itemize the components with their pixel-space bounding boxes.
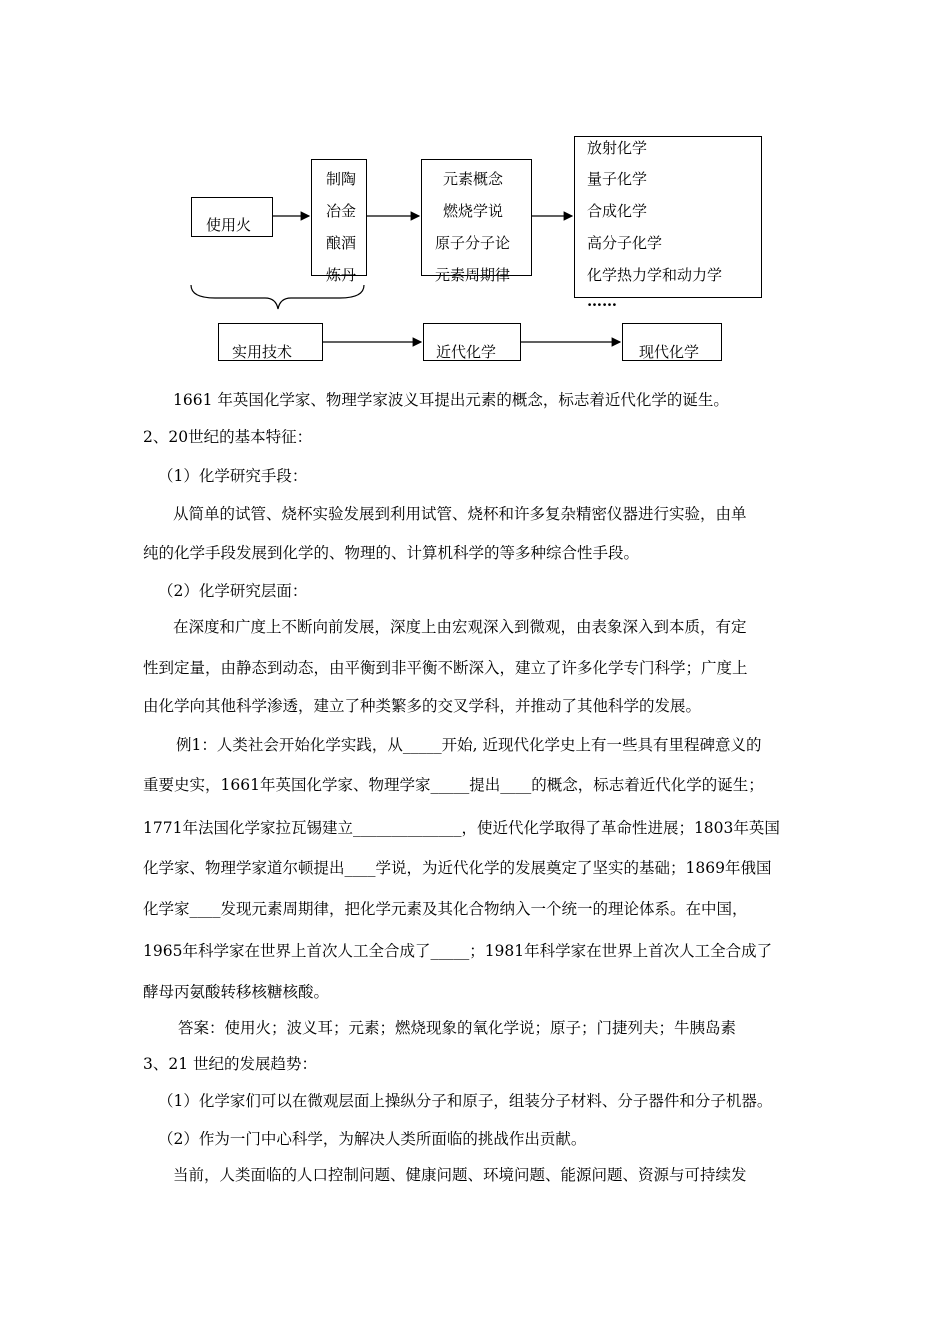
text-line: 在深度和广度上不断向前发展，深度上由宏观深入到微观，由表象深入到本质，有定 — [173, 618, 747, 636]
text-line: （1）化学家们可以在微观层面上操纵分子和原子，组装分子材料、分子器件和分子机器。 — [158, 1092, 773, 1110]
subheading: （1）化学研究手段： — [158, 467, 308, 485]
label-modern-early: 近代化学 — [436, 343, 497, 361]
label-fire: 使用火 — [206, 216, 252, 234]
concept-item: 元素周期律 — [435, 266, 511, 284]
text-line: （2）作为一门中心科学，为解决人类所面临的挑战作出贡献。 — [158, 1130, 587, 1148]
section-heading: 3、21 世纪的发展趋势： — [143, 1055, 318, 1073]
branch-item: 放射化学 — [587, 139, 648, 157]
concept-item: 燃烧学说 — [443, 202, 504, 220]
label-practical: 实用技术 — [232, 343, 293, 361]
label-modern: 现代化学 — [639, 343, 700, 361]
branch-item: 化学热力学和动力学 — [587, 266, 723, 284]
subheading: （2）化学研究层面： — [158, 582, 308, 600]
example-line: 1771年法国化学家拉瓦锡建立______________，使近代化学取得了革命性进展；1803年英国 — [143, 819, 780, 837]
branch-item: 高分子化学 — [587, 234, 663, 252]
branch-item: …… — [587, 292, 617, 310]
branch-item: 合成化学 — [587, 202, 648, 220]
example-line: 1965年科学家在世界上首次人工全合成了_____；1981年科学家在世界上首次人工全合成了 — [143, 942, 773, 960]
answer-line: 答案：使用火；波义耳；元素；燃烧现象的氧化学说；原子；门捷列夫；牛胰岛素 — [178, 1019, 737, 1037]
branch-item: 量子化学 — [587, 170, 648, 188]
text-line: 性到定量，由静态到动态，由平衡到非平衡不断深入，建立了许多化学专门科学；广度上 — [143, 659, 748, 677]
concept-item: 元素概念 — [443, 170, 504, 188]
example-line: 化学家____发现元素周期律，把化学元素及其化合物纳入一个统一的理论体系。在中国， — [143, 900, 748, 918]
example-line: 化学家、物理学家道尔顿提出____学说，为近代化学的发展奠定了坚实的基础；1869年俄国 — [143, 859, 772, 877]
craft-item: 制陶 — [326, 170, 357, 188]
example-line: 酵母丙氨酸转移核糖核酸。 — [143, 983, 330, 1001]
craft-item: 酿酒 — [326, 234, 357, 252]
text-line: 由化学向其他科学渗透，建立了种类繁多的交叉学科，并推动了其他科学的发展。 — [143, 697, 702, 715]
section-heading: 2、20世纪的基本特征： — [143, 428, 313, 446]
example-line: 重要史实，1661年英国化学家、物理学家_____提出____的概念，标志着近代化学的诞生； — [143, 776, 764, 794]
example-line: 例1：人类社会开始化学实践，从_____开始, 近现代化学史上有一些具有里程碑意义的 — [176, 736, 762, 754]
diagram-connectors — [0, 0, 950, 400]
brace — [191, 285, 364, 309]
text-line: 当前，人类面临的人口控制问题、健康问题、环境问题、能源问题、资源与可持续发 — [173, 1166, 747, 1184]
text-line: 从简单的试管、烧杯实验发展到利用试管、烧杯和许多复杂精密仪器进行实验，由单 — [173, 505, 747, 523]
craft-item: 冶金 — [326, 202, 357, 220]
text-line: 1661 年英国化学家、物理学家波义耳提出元素的概念，标志着近代化学的诞生。 — [173, 391, 729, 409]
text-line: 纯的化学手段发展到化学的、物理的、计算机科学的等多种综合性手段。 — [143, 544, 640, 562]
concept-item: 原子分子论 — [435, 234, 511, 252]
craft-item: 炼丹 — [326, 266, 357, 284]
